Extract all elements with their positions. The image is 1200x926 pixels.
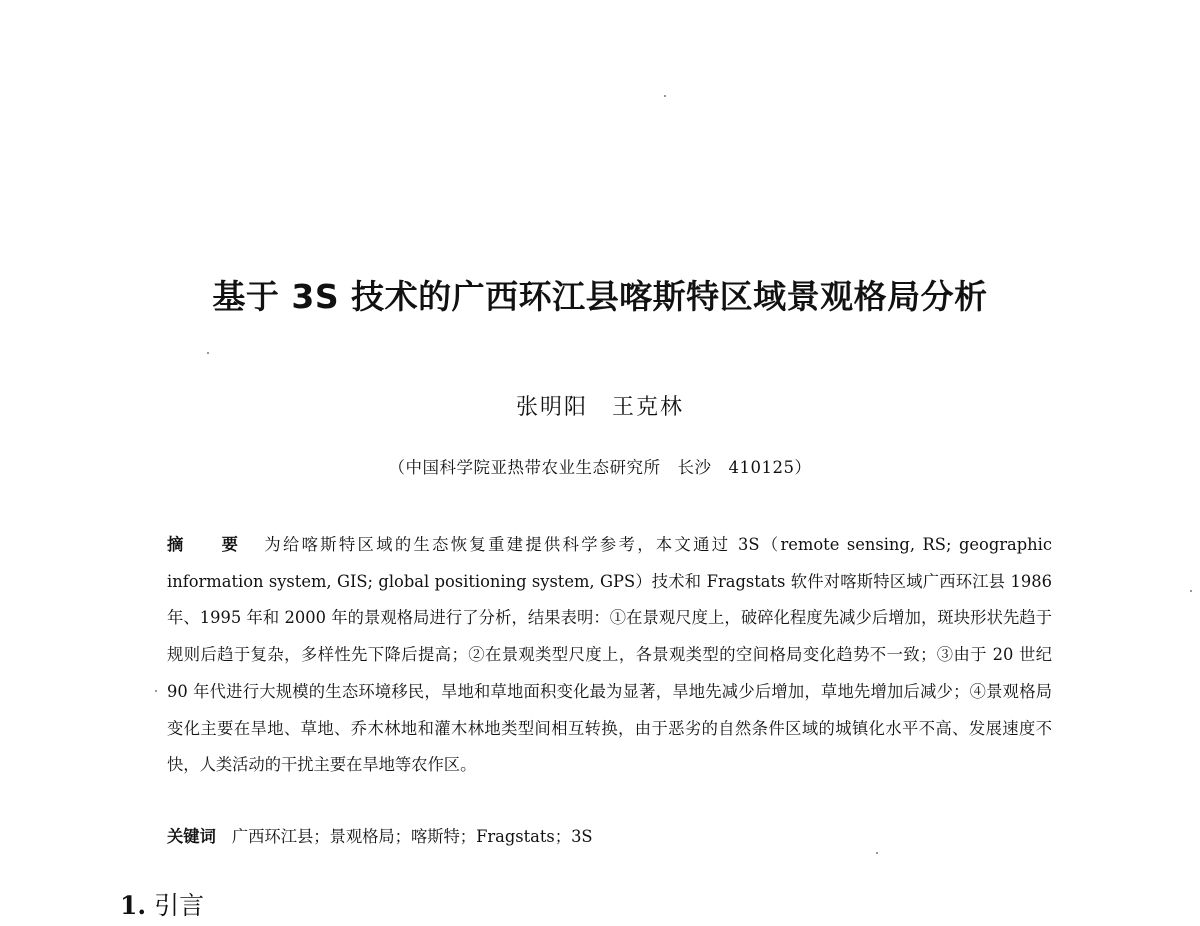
keywords-text: 广西环江县；景观格局；喀斯特；Fragstats；3S: [231, 827, 593, 846]
section-heading-introduction: [120, 886, 204, 926]
abstract-label: 摘 要: [167, 535, 255, 554]
scan-speck: [155, 690, 157, 692]
scan-speck: [664, 95, 666, 97]
keywords-label: 关键词: [167, 827, 216, 846]
abstract-text: 为给喀斯特区域的生态恢复重建提供科学参考，本文通过 3S（remote sensing, RS; geographic information system, GIS; global positioning system, GPS）技术和 Fragstats 软件对喀斯特区域广西环江县 1986 年、1995 年和 2000 年的景观格局进行了分析，结果表明：①在景观尺度上，破碎化程度先减少后增加，斑块形状先趋于规则后趋于复杂，多样性先下降后提高；②在景观类型尺度上，各景观类型的空间格局变化趋势不一致；③由于 20 世纪 90 年代进行大规模的生态环境移民，旱地和草地面积变化最为显著，旱地先减少后增加，草地先增加后减少；④景观格局变化主要在旱地、草地、乔木林地和灌木林地类型间相互转换，由于恶劣的自然条件区域的城镇化水平不高、发展速度不快，人类活动的干扰主要在旱地等农作区。: [167, 535, 1052, 775]
section-title: 引言: [154, 891, 205, 920]
abstract: [167, 527, 1052, 784]
affiliation: （中国科学院亚热带农业生态研究所 长沙 410125）: [388, 458, 812, 477]
scan-speck: [876, 852, 878, 854]
author-list: 张明阳 王克林: [515, 395, 684, 420]
scan-speck: [207, 352, 209, 354]
section-number: 1.: [120, 891, 147, 920]
paper-title: 基于 3S 技术的广西环江县喀斯特区域景观格局分析: [212, 277, 988, 316]
scan-speck: [1190, 590, 1192, 592]
keywords: [167, 822, 1052, 852]
